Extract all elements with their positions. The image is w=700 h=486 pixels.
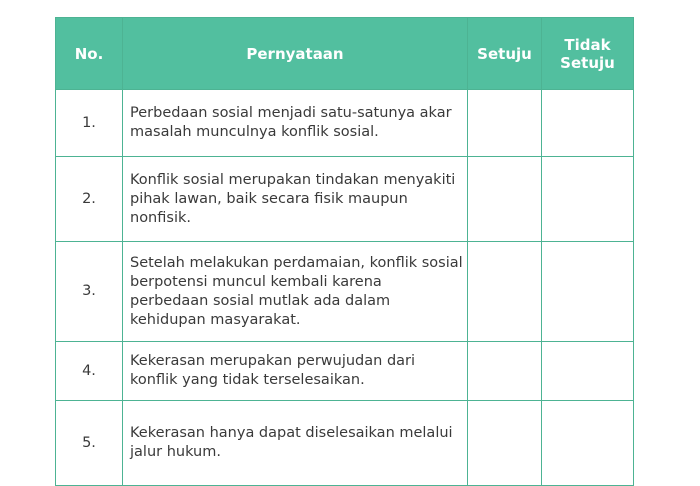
agree-cell[interactable] xyxy=(468,90,542,157)
header-statement: Pernyataan xyxy=(123,18,468,90)
header-agree: Setuju xyxy=(468,18,542,90)
table-header xyxy=(56,18,634,90)
disagree-cell[interactable] xyxy=(542,401,634,486)
disagree-cell[interactable] xyxy=(542,90,634,157)
table-row xyxy=(56,157,634,242)
row-statement: Kekerasan merupakan perwujudan dari konflik yang tidak terselesaikan. xyxy=(123,342,468,401)
row-number: 4. xyxy=(56,342,123,401)
header-disagree-line1: Tidak xyxy=(564,35,611,54)
table-row xyxy=(56,242,634,342)
agree-cell[interactable] xyxy=(468,401,542,486)
disagree-cell[interactable] xyxy=(542,342,634,401)
agree-cell[interactable] xyxy=(468,242,542,342)
row-number: 5. xyxy=(56,401,123,486)
header-disagree xyxy=(542,18,634,90)
agree-cell[interactable] xyxy=(468,342,542,401)
row-statement: Setelah melakukan perdamaian, konflik sosial berpotensi muncul kembali karena perbedaan sosial mutlak ada dalam kehidupan masyarakat. xyxy=(123,242,468,342)
header-no: No. xyxy=(56,18,123,90)
row-number: 2. xyxy=(56,157,123,242)
agree-cell[interactable] xyxy=(468,157,542,242)
table-row xyxy=(56,401,634,486)
row-statement: Kekerasan hanya dapat diselesaikan melalui jalur hukum. xyxy=(123,401,468,486)
table-row xyxy=(56,90,634,157)
row-number: 1. xyxy=(56,90,123,157)
disagree-cell[interactable] xyxy=(542,242,634,342)
statement-survey-table xyxy=(55,17,634,486)
header-disagree-line2: Setuju xyxy=(560,53,615,72)
row-statement: Konflik sosial merupakan tindakan menyakiti pihak lawan, baik secara fisik maupun nonfisik. xyxy=(123,157,468,242)
row-number: 3. xyxy=(56,242,123,342)
disagree-cell[interactable] xyxy=(542,157,634,242)
table-row xyxy=(56,342,634,401)
row-statement: Perbedaan sosial menjadi satu-satunya akar masalah munculnya konflik sosial. xyxy=(123,90,468,157)
